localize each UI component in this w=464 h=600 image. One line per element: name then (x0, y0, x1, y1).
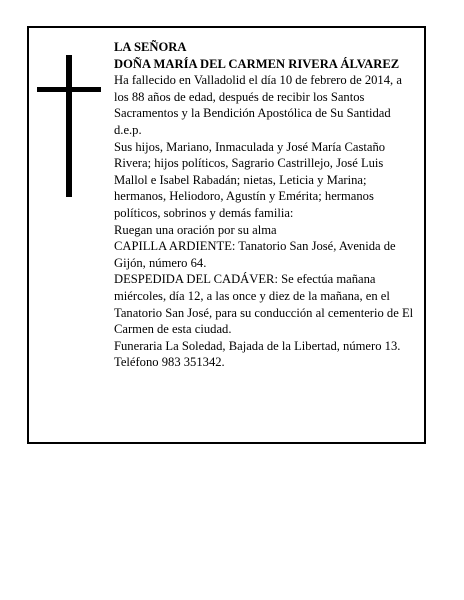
rest-in-peace: d.e.p. (114, 122, 142, 137)
notice-title: LA SEÑORA (114, 40, 187, 54)
cross-vertical-bar (66, 55, 72, 197)
chapel-info: CAPILLA ARDIENTE: Tanatorio San José, Avenida de Gijón, número 64. (114, 239, 396, 270)
prayer-request: Ruegan una oración por su alma (114, 222, 277, 237)
farewell-info: DESPEDIDA DEL CADÁVER: Se efectúa mañana miércoles, día 12, a las once y diez de la mañana, en el Tanatorio San José, para su conducción al cementerio de El Carmen de esta ciudad. (114, 272, 414, 337)
obituary-text (114, 39, 419, 371)
funeral-home-info: Funeraria La Soledad, Bajada de la Libertad, número 13. Teléfono 983 351342. (114, 338, 401, 370)
death-announcement: Ha fallecido en Valladolid el día 10 de febrero de 2014, a los 88 años de edad, después de recibir los Santos Sacramentos y la Bendición Apostólica de Su Santidad (114, 73, 402, 121)
deceased-name: DOÑA MARÍA DEL CARMEN RIVERA ÁLVAREZ (114, 56, 400, 71)
family-list: Sus hijos, Mariano, Inmaculada y José María Castaño Rivera; hijos políticos, Sagrario Castrillejo, José Luis Mallol e Isabel Rabadán; nietas, Leticia y Marina; hermanos, Heliodoro, Agustín y Emérita; hermanos políticos, sobrinos y demás familia: (114, 139, 386, 220)
latin-cross-icon (37, 55, 101, 197)
cross-horizontal-bar (37, 87, 101, 92)
